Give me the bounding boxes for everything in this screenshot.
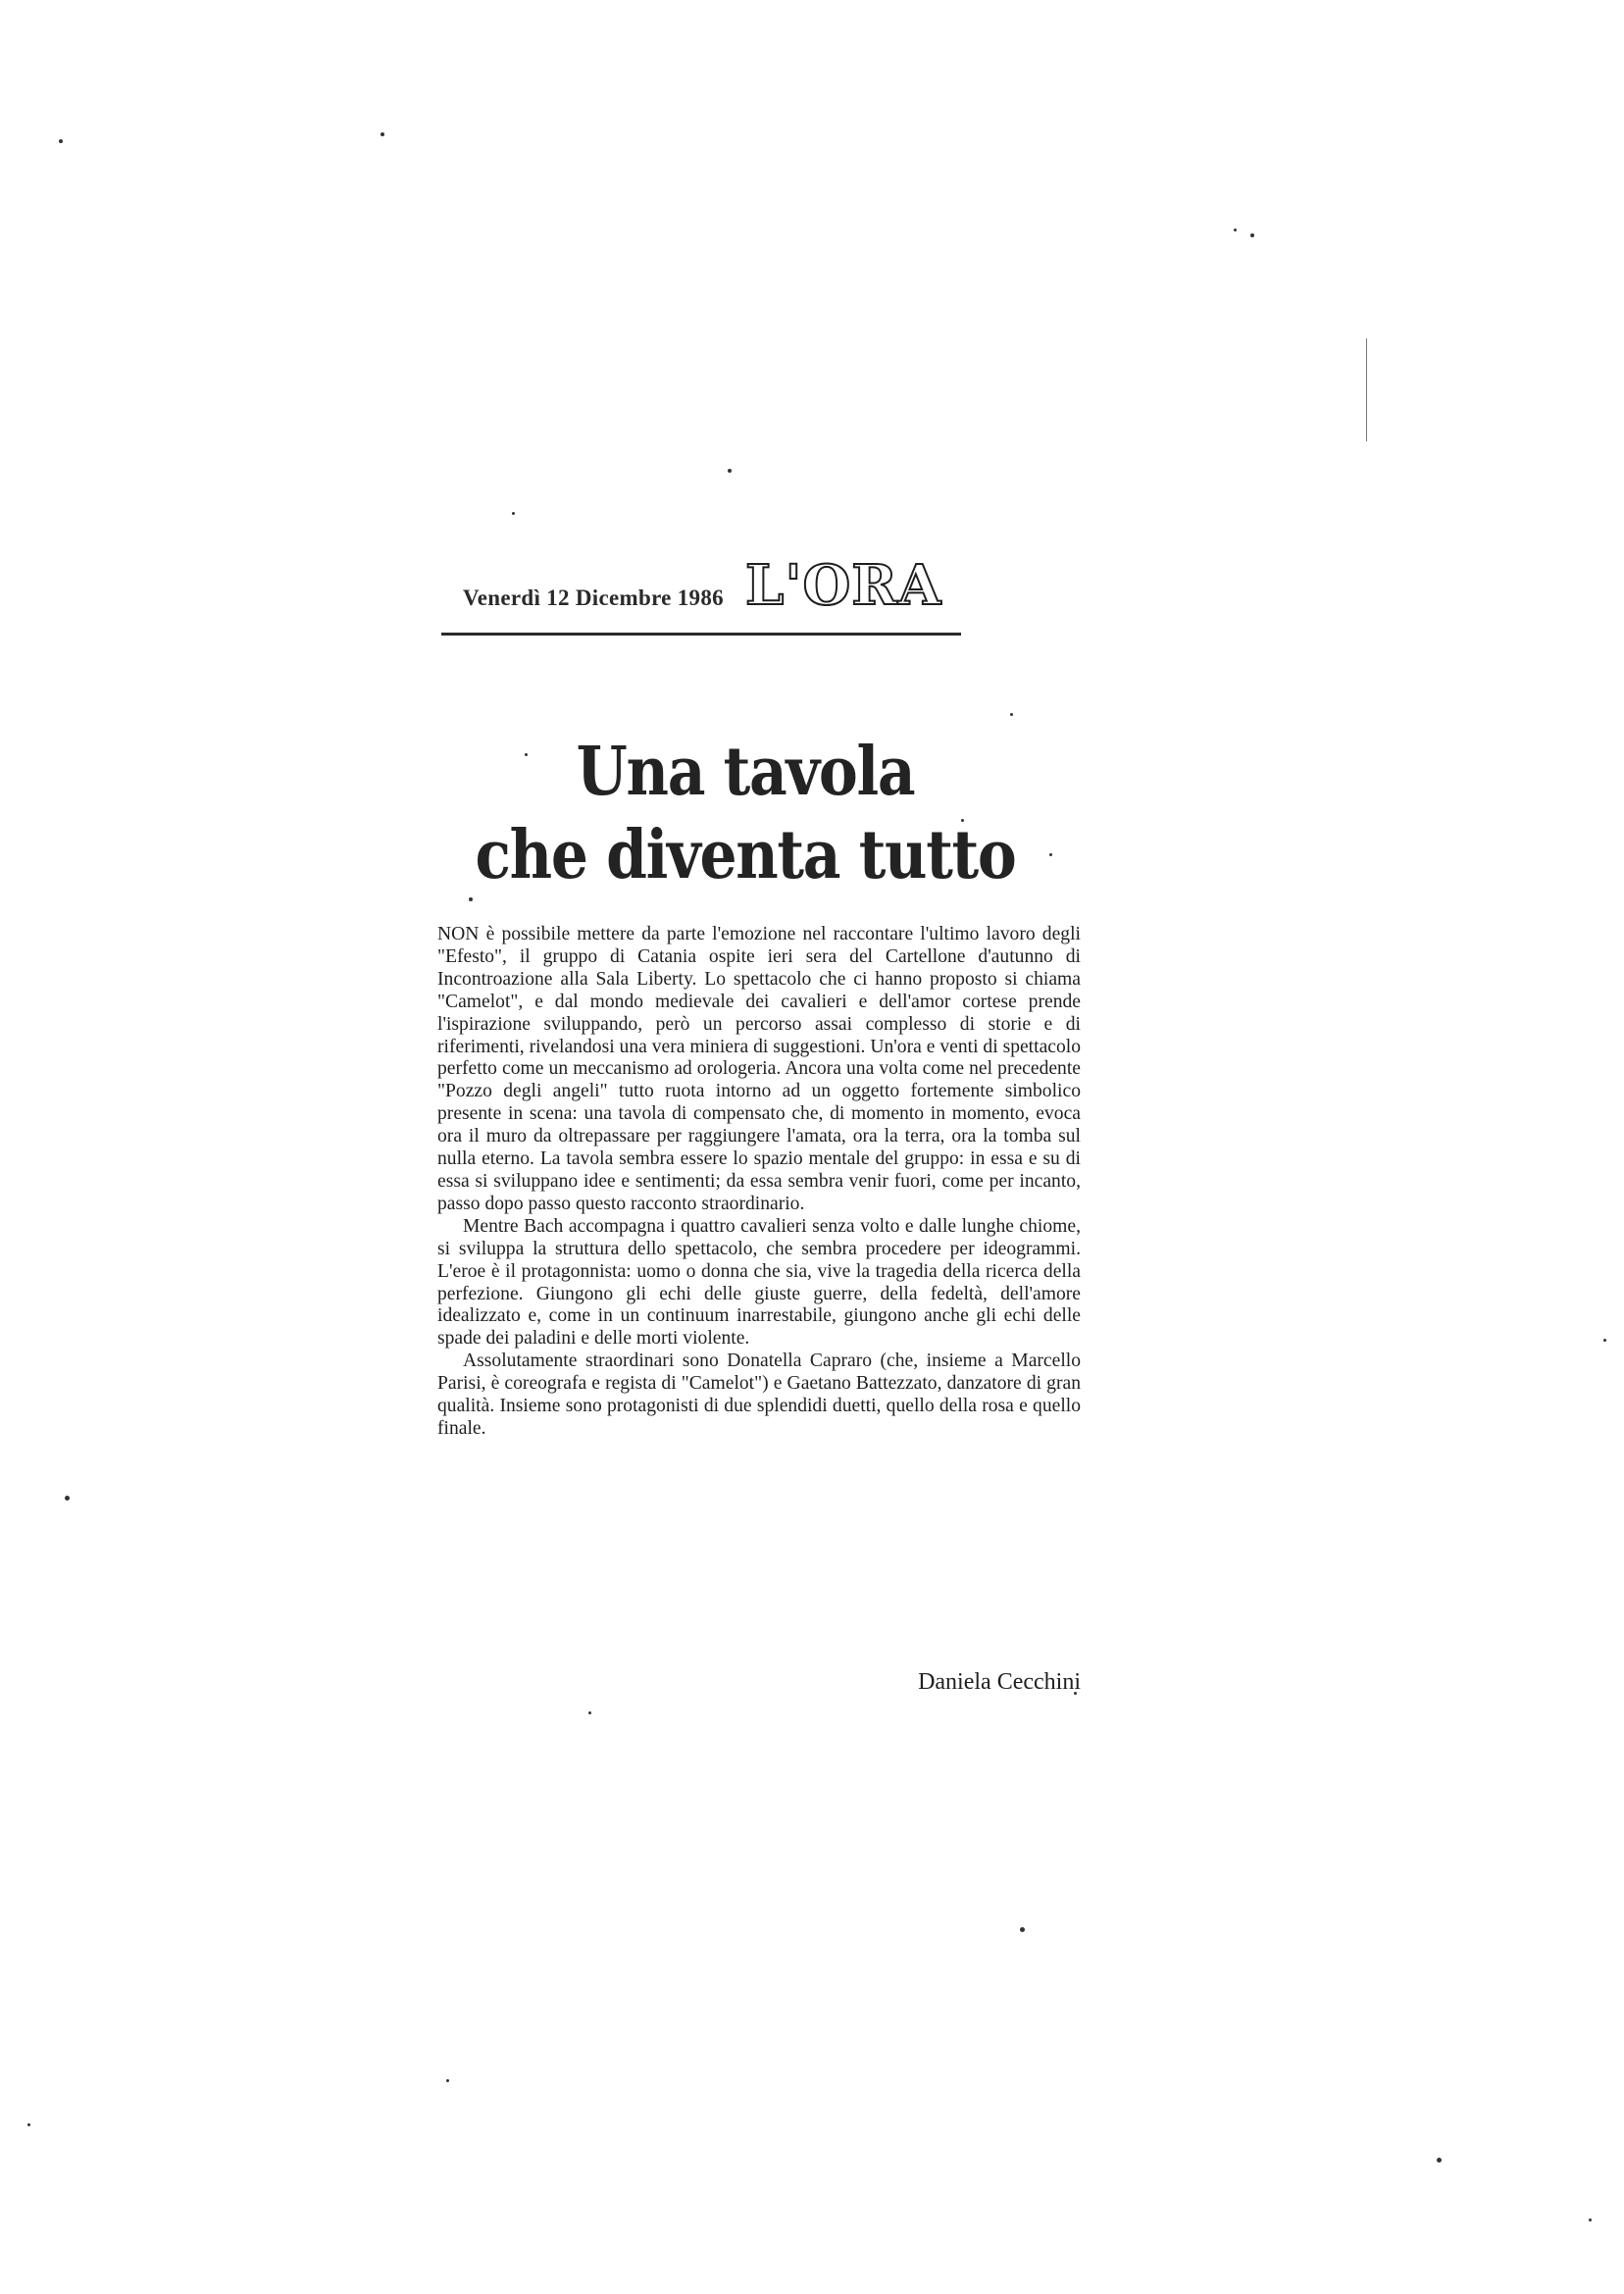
scan-speck (1020, 1927, 1025, 1932)
scan-speck (469, 897, 473, 901)
newspaper-logo: L'ORA (745, 553, 942, 618)
headline-line-2: che diventa tutto (475, 816, 1016, 894)
scan-speck (1250, 233, 1254, 237)
scan-speck (1437, 2158, 1442, 2163)
scan-speck (1234, 229, 1237, 231)
publication-date: Venerdì 12 Dicembre 1986 (463, 586, 724, 610)
headline-line-1: Una tavola (576, 733, 915, 811)
scan-speck (59, 139, 63, 143)
scan-speck (728, 469, 732, 473)
scan-speck (1010, 713, 1013, 716)
scan-speck (512, 512, 515, 515)
article-paragraph: NON è possibile mettere da parte l'emozione nel raccontare l'ultimo lavoro degli "Efesto", il gruppo di Catania ospite ieri sera del Cartellone d'autunno di Incontroazione alla Sala Liberty. Lo spettacolo che ci hanno proposto si chiama "Camelot", e dal mondo medievale dei cavalieri e dell'amor cortese prende l'ispirazione sviluppando, però un percorso assai complesso di storie e di riferimenti, rivelandosi una vera miniera di suggestioni. Un'ora e venti di spettacolo perfetto come un meccanismo ad orologeria. Ancora una volta come nel precedente "Pozzo degli angeli" tutto ruota intorno ad un oggetto fortemente simbolico presente in scena: una tavola di compensato che, di momento in momento, evoca ora il muro da oltrepassare per raggiungere l'amata, ora la terra, ora la tomba sul nulla eterno. La tavola sembra essere lo spazio mentale del gruppo: in essa e su di essa si sviluppano idee e sentimenti; da essa sembra venir fuori, come per incanto, passo dopo passo questo racconto straordinario. (437, 924, 1081, 1214)
scan-speck (1049, 853, 1052, 856)
scan-speck (1603, 1339, 1606, 1342)
article-body (437, 924, 1081, 1441)
scan-speck (381, 132, 384, 136)
article-headline (469, 731, 1021, 897)
article-paragraph: Mentre Bach accompagna i quattro cavalieri senza volto e dalle lunghe chiome, si sviluppa la struttura dello spettacolo, che sembra procedere per ideogrammi. L'eroe è il protagonnista: uomo o donna che sia, vive la tragedia della ricerca della perfezione. Giungono gli echi delle giuste guerre, della fedeltà, dell'amore idealizzato e, come in un continuum inarrestabile, giungono anche gli echi delle spade dei paladini e delle morti violente. (437, 1215, 1081, 1350)
masthead (441, 554, 961, 637)
scan-speck (1589, 2218, 1592, 2221)
byline: Daniela Cecchini (918, 1669, 1081, 1695)
masthead-rule (441, 633, 961, 636)
scan-speck (65, 1496, 70, 1501)
scan-speck (27, 2123, 30, 2126)
scan-streak (1366, 338, 1367, 441)
scan-speck (446, 2079, 449, 2082)
article-paragraph: Assolutamente straordinari sono Donatella Capraro (che, insieme a Marcello Parisi, è coreografa e regista di "Camelot") e Gaetano Battezzato, danzatore di gran qualità. Insieme sono protagonisti di due splendidi duetti, quello della rosa e quello finale. (437, 1351, 1081, 1439)
scan-speck (588, 1711, 591, 1714)
